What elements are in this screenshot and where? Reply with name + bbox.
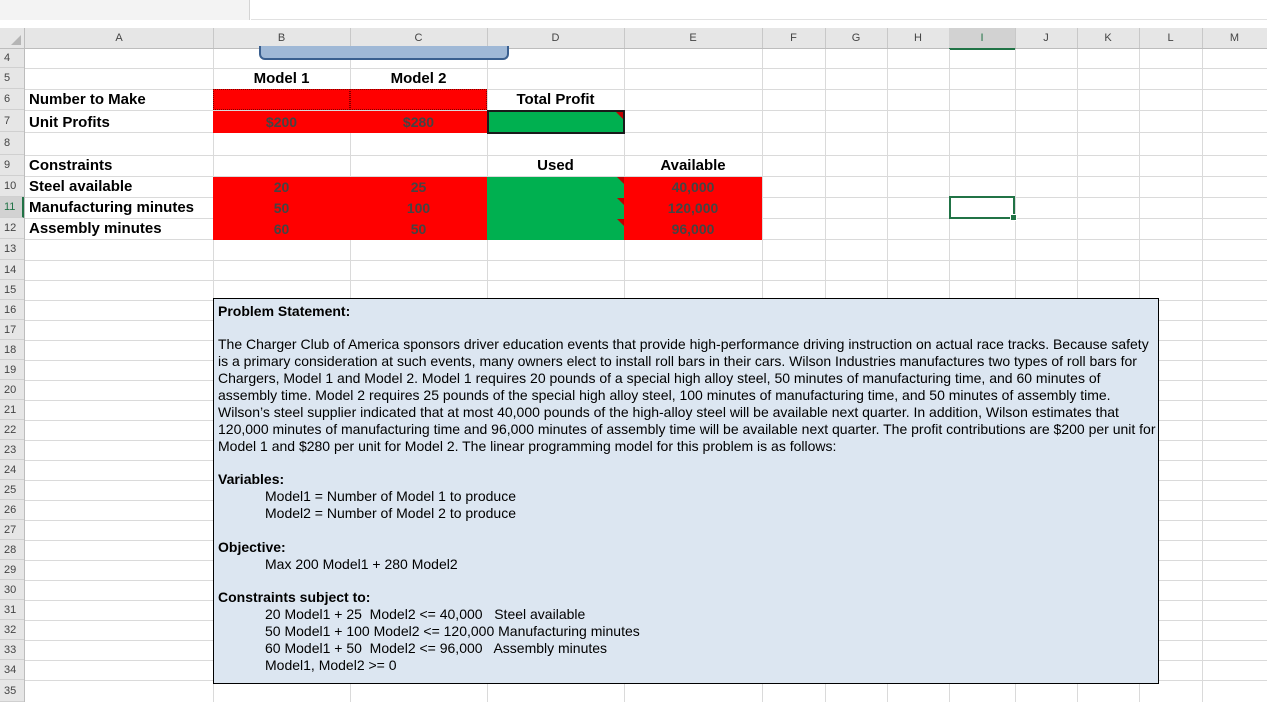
unit-profits-label: Unit Profits <box>29 114 110 131</box>
column-header-k[interactable]: K <box>1077 28 1140 48</box>
select-all-button[interactable] <box>0 28 25 49</box>
row-header[interactable]: 23 <box>0 440 24 460</box>
select-all-triangle-icon <box>11 35 21 45</box>
asm-available-cell[interactable] <box>624 219 762 240</box>
asm-model2-value: 50 <box>410 221 427 237</box>
formula-bar[interactable] <box>251 0 1267 20</box>
row-header[interactable]: 25 <box>0 480 24 500</box>
objective-title: Objective: <box>218 539 286 555</box>
row-header[interactable]: 12 <box>0 218 24 239</box>
problem-statement-textbox[interactable] <box>213 298 1159 684</box>
row-header[interactable]: 20 <box>0 380 24 400</box>
model1-profit-cell[interactable] <box>213 111 350 133</box>
variable-model1: Model1 = Number of Model 1 to produce <box>265 488 516 504</box>
row-header[interactable]: 31 <box>0 600 24 620</box>
objective-formula: Max 200 Model1 + 280 Model2 <box>265 556 458 572</box>
steel-model1-cell[interactable] <box>213 177 350 198</box>
manufacturing-label: Manufacturing minutes <box>29 199 195 216</box>
problem-body: The Charger Club of America sponsors driver education events that provide high-performance driving instruction on actual race tracks. Because safety is a primary consideration at such events, many owners elect to install roll bars in their cars. Wilson Industries manufactures two types of roll bars for Chargers, Model 1 and Model 2. Model 1 requires 20 pounds of a special high alloy steel, 50 minutes of manufacturing time, and 60 minutes of assembly time. Model 2 requires 25 pounds of the special high alloy steel, 100 minutes of manufacturing time, and 50 minutes of assembly time. Wilson’s steel supplier indicated that at most 40,000 pounds of the high-alloy steel will be available next quarter. In addition, Wilson estimates that 120,000 minutes of manufacturing time and 96,000 minutes of assembly time will be available next quarter. The profit contributions are $200 per unit for Model 1 and $280 per unit for Model 2. The linear programming model for this problem is as follows: <box>218 336 1156 454</box>
mfg-used-cell[interactable] <box>487 198 624 219</box>
column-header-j[interactable]: J <box>1015 28 1078 48</box>
constraint-manufacturing: 50 Model1 + 100 Model2 <= 120,000 Manufacturing minutes <box>265 623 640 639</box>
name-box[interactable] <box>0 0 250 20</box>
column-header-c[interactable]: C <box>350 28 488 48</box>
column-header-f[interactable]: F <box>762 28 826 48</box>
constraint-nonnegativity: Model1, Model2 >= 0 <box>265 657 397 673</box>
row-header[interactable]: 7 <box>0 110 24 132</box>
column-header-i[interactable]: I <box>949 28 1016 50</box>
row-header[interactable]: 33 <box>0 640 24 660</box>
comment-indicator-icon <box>616 112 623 119</box>
steel-model1-value: 20 <box>273 179 290 195</box>
mfg-available-cell[interactable] <box>624 198 762 219</box>
row-header[interactable]: 19 <box>0 360 24 380</box>
used-header: Used <box>537 157 574 174</box>
row-header[interactable]: 34 <box>0 660 24 680</box>
steel-available-value: 40,000 <box>671 179 715 195</box>
steel-model2-cell[interactable] <box>350 177 487 198</box>
constraints-title: Constraints subject to: <box>218 589 371 605</box>
column-header-bar <box>25 28 1267 49</box>
row-header[interactable]: 29 <box>0 560 24 580</box>
comment-indicator-icon <box>617 198 624 205</box>
total-profit-cell[interactable] <box>487 110 625 134</box>
mfg-model1-cell[interactable] <box>213 198 350 219</box>
row-header[interactable]: 15 <box>0 280 24 300</box>
constraint-assembly: 60 Model1 + 50 Model2 <= 96,000 Assembly minutes <box>265 640 608 656</box>
row-header[interactable]: 32 <box>0 620 24 640</box>
row-header[interactable]: 14 <box>0 260 24 280</box>
column-header-l[interactable]: L <box>1139 28 1203 48</box>
row-header[interactable]: 17 <box>0 320 24 340</box>
mfg-model2-value: 100 <box>406 200 431 216</box>
row-header[interactable]: 8 <box>0 132 24 155</box>
row-header-bar <box>0 49 25 702</box>
problem-title: Problem Statement: <box>218 303 351 319</box>
steel-label: Steel available <box>29 178 133 195</box>
variable-model2: Model2 = Number of Model 2 to produce <box>265 505 516 521</box>
active-cell-i11[interactable] <box>949 196 1015 219</box>
row-header[interactable]: 16 <box>0 300 24 320</box>
row-header[interactable]: 9 <box>0 155 24 176</box>
column-header-h[interactable]: H <box>887 28 950 48</box>
model2-profit-cell[interactable] <box>350 111 487 133</box>
row-header[interactable]: 24 <box>0 460 24 480</box>
asm-model2-cell[interactable] <box>350 219 487 240</box>
column-header-b[interactable]: B <box>213 28 351 48</box>
asm-used-cell[interactable] <box>487 219 624 240</box>
steel-model2-value: 25 <box>410 179 427 195</box>
row-header[interactable]: 30 <box>0 580 24 600</box>
row-header[interactable]: 28 <box>0 540 24 560</box>
mfg-model2-cell[interactable] <box>350 198 487 219</box>
column-header-d[interactable]: D <box>487 28 625 48</box>
asm-model1-value: 60 <box>273 221 290 237</box>
model2-header: Model 2 <box>390 70 447 87</box>
available-header: Available <box>660 157 726 174</box>
model1-quantity-cell[interactable] <box>213 89 350 110</box>
constraints-label: Constraints <box>29 157 113 174</box>
comment-indicator-icon <box>617 219 624 226</box>
row-header[interactable]: 21 <box>0 400 24 420</box>
constraint-steel: 20 Model1 + 25 Model2 <= 40,000 Steel available <box>265 606 586 622</box>
column-header-a[interactable]: A <box>25 28 214 48</box>
comment-indicator-icon <box>617 177 624 184</box>
model2-quantity-cell[interactable] <box>350 89 487 110</box>
row-header[interactable]: 27 <box>0 520 24 540</box>
row-header[interactable]: 18 <box>0 340 24 360</box>
column-header-g[interactable]: G <box>825 28 888 48</box>
mfg-available-value: 120,000 <box>667 200 719 216</box>
fill-handle[interactable] <box>1010 214 1017 221</box>
row-header[interactable]: 5 <box>0 68 24 89</box>
model2-profit-value: $280 <box>402 114 435 130</box>
steel-used-cell[interactable] <box>487 177 624 198</box>
solve-button-shape[interactable] <box>259 46 509 60</box>
row-header[interactable]: 13 <box>0 239 24 260</box>
asm-available-value: 96,000 <box>671 221 715 237</box>
steel-available-cell[interactable] <box>624 177 762 198</box>
row-header-selected[interactable]: 11 <box>0 197 24 218</box>
row-header[interactable]: 22 <box>0 420 24 440</box>
mfg-model1-value: 50 <box>273 200 290 216</box>
model1-profit-value: $200 <box>265 114 298 130</box>
row-header[interactable]: 6 <box>0 89 24 110</box>
column-header-e[interactable]: E <box>624 28 763 48</box>
assembly-label: Assembly minutes <box>29 220 162 237</box>
row-header[interactable]: 26 <box>0 500 24 520</box>
variables-title: Variables: <box>218 471 285 487</box>
column-header-m[interactable]: M <box>1202 28 1267 48</box>
asm-model1-cell[interactable] <box>213 219 350 240</box>
number-to-make-label: Number to Make <box>29 91 146 108</box>
row-header[interactable]: 35 <box>0 680 24 702</box>
row-header[interactable]: 10 <box>0 176 24 197</box>
row-header[interactable]: 4 <box>0 49 24 68</box>
total-profit-header: Total Profit <box>516 91 595 108</box>
model1-header: Model 1 <box>253 70 310 87</box>
